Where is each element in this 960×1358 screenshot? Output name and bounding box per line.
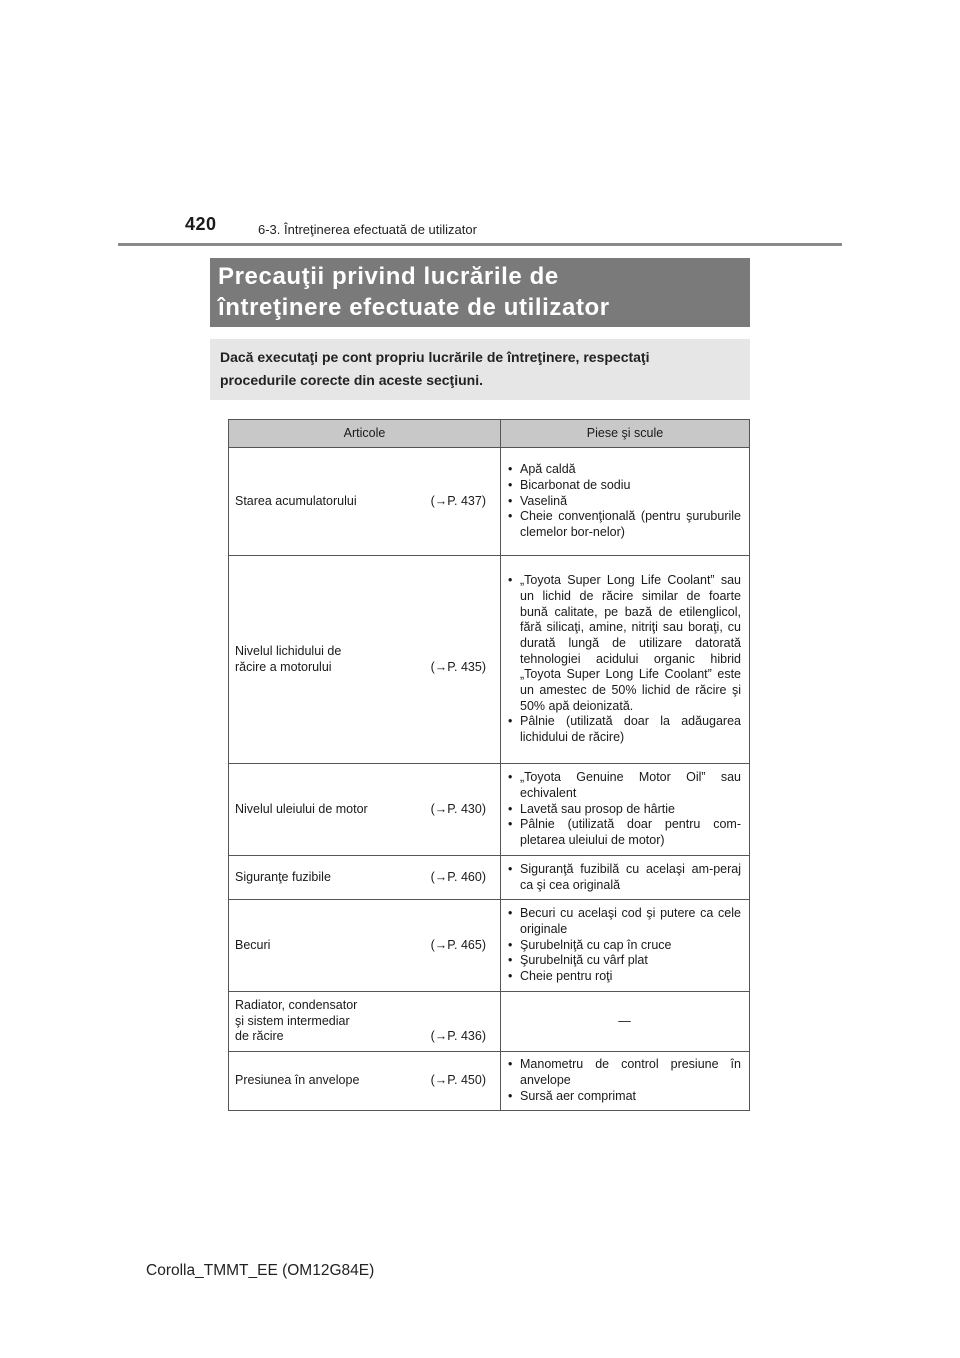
list-item: • Becuri cu acelaşi cod şi putere ca cele originale: [508, 906, 741, 937]
parts-cell-empty: —: [501, 992, 750, 1052]
list-item: • Pâlnie (utilizată doar pentru com-pletarea uleiului de motor): [508, 817, 741, 848]
article-name: Nivelul uleiului de motor: [235, 801, 368, 816]
intro-line-2: procedurile corecte din aceste secţiuni.: [220, 372, 483, 388]
article-name: Siguranţe fuzibile: [235, 869, 331, 884]
page-reference: (→P. 465): [430, 937, 486, 952]
list-item: • Siguranţă fuzibilă cu acelaşi am-peraj ca şi cea originală: [508, 862, 741, 893]
list-item: • Bicarbonat de sodiu: [508, 478, 741, 494]
parts-cell: [501, 1052, 750, 1111]
list-item: • Vaselină: [508, 494, 741, 510]
article-name: Becuri: [235, 937, 271, 952]
footer-model-code: Corolla_TMMT_EE (OM12G84E): [146, 1262, 375, 1279]
article-cell: [229, 764, 501, 856]
list-item: • „Toyota Genuine Motor Oil” sau echivalent: [508, 770, 741, 801]
parts-cell: [501, 448, 750, 556]
page-number: 420: [185, 214, 217, 234]
article-cell: [229, 900, 501, 992]
parts-cell: [501, 900, 750, 992]
article-cell: [229, 856, 501, 900]
table-row: [229, 856, 750, 900]
page-reference: (→P. 430): [430, 801, 486, 816]
parts-cell: [501, 856, 750, 900]
maintenance-table: [228, 419, 750, 1111]
article-cell: [229, 1052, 501, 1111]
list-item: • Pâlnie (utilizată doar la adăugarea lichidului de răcire): [508, 714, 741, 745]
article-cell: [229, 992, 501, 1052]
list-item: • Manometru de control presiune în anvelope: [508, 1057, 741, 1088]
table-row: [229, 900, 750, 992]
table-row: [229, 764, 750, 856]
list-item: • Sursă aer comprimat: [508, 1089, 741, 1105]
table-row: [229, 992, 750, 1052]
section-title: 6-3. Întreţinerea efectuată de utilizator: [258, 222, 477, 237]
header-divider: [118, 243, 842, 246]
intro-box: [210, 339, 750, 400]
table-row: [229, 556, 750, 764]
list-item: • Lavetă sau prosop de hârtie: [508, 802, 741, 818]
list-item: • Apă caldă: [508, 462, 741, 478]
article-name: Radiator, condensator şi sistem intermediar de răcire: [235, 997, 358, 1044]
table-header-row: [229, 420, 750, 448]
intro-line-1: Dacă executaţi pe cont propriu lucrările de întreţinere, respectaţi: [220, 349, 650, 365]
parts-cell: [501, 764, 750, 856]
page-reference: (→P. 436): [430, 1029, 486, 1044]
list-item: • Şurubelniţă cu cap în cruce: [508, 938, 741, 954]
article-name: Starea acumulatorului: [235, 493, 357, 508]
page-reference: (→P. 450): [430, 1073, 486, 1088]
list-item: • „Toyota Super Long Life Coolant” sau un lichid de răcire similar de foarte bună calitate, pe bază de etilenglicol, fără silicaţi, amine, nitriţi sau boraţi, cu durată lungă de utilizare datorată tehnologiei acidului organic hibrid „Toyota Super Long Life Coolant” este un amestec de 50% lichid de răcire şi 50% apă deionizată.: [508, 573, 741, 714]
article-cell: [229, 448, 501, 556]
page-title-line-1: Precauţii privind lucrările de: [218, 263, 559, 290]
column-header-articles: Articole: [229, 420, 501, 448]
page-title-line-2: întreţinere efectuate de utilizator: [218, 294, 610, 321]
list-item: • Cheie convenţională (pentru şuruburile clemelor bor-nelor): [508, 509, 741, 540]
parts-cell: [501, 556, 750, 764]
page-reference: (→P. 435): [430, 659, 486, 674]
article-name: Presiunea în anvelope: [235, 1073, 360, 1088]
table-row: [229, 448, 750, 556]
page-reference: (→P. 460): [430, 869, 486, 884]
list-item: • Cheie pentru roţi: [508, 969, 741, 985]
page-title: [210, 258, 750, 327]
page-reference: (→P. 437): [430, 493, 486, 508]
column-header-parts: Piese şi scule: [501, 420, 750, 448]
table-row: [229, 1052, 750, 1111]
article-cell: [229, 556, 501, 764]
list-item: • Şurubelniţă cu vârf plat: [508, 953, 741, 969]
article-name: Nivelul lichidului de răcire a motorului: [235, 643, 342, 674]
